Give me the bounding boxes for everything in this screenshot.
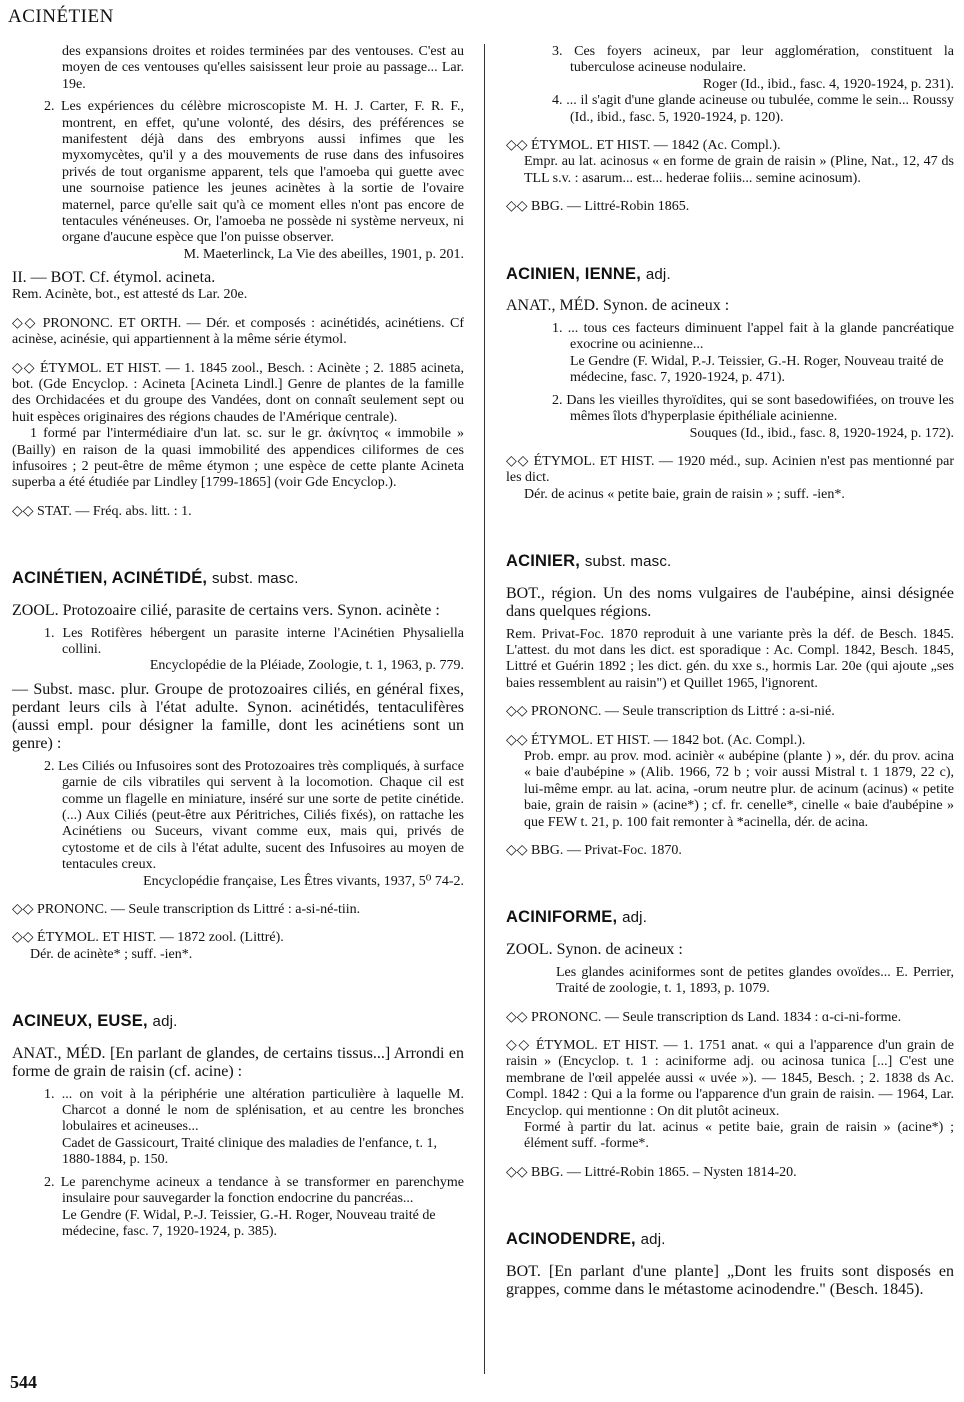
grammatical-category: adj. [640, 1231, 666, 1249]
acinete-example-2: 2. Les expériences du célèbre microscopiste M. H. J. Carter, F. R. F., montrent, en effet, qu'une volonté, des désirs, des préférences se manifestent déjà dans des embryons aussi infimes que les myxomycètes, qu'il y a des mouvements de ruse dans des infusoires privés de tout organisme apparent, tels que l'amoeba qui guette avec une sournoise patience les jeunes acinètes à la sortie de l'ovaire maternel, parce qu'elle sait qu'à ce moment elles n'ont pas encore de tentacules vénéneuses. Or, l'amoeba ne possède ni système nerveux, ni organe d'aucune espèce que l'on puisse observer. [44, 99, 464, 246]
acinetien-prononc: ◇◇ PRONONC. — Seule transcription ds Littré : a-si-né-tiin. [12, 902, 361, 918]
running-head: ACINÉTIEN [8, 6, 114, 27]
aciniforme-etymol-note: Formé à partir du lat. acinus « petite baie, grain de raisin » (acine*) ; élément suff. -forme*. [524, 1120, 954, 1152]
page-number: 544 [10, 1372, 37, 1392]
acinien-example-1: 1. ... tous ces facteurs diminuent l'appel fait à la glande pancréatique exocrine ou acinienne... [552, 321, 954, 353]
grammatical-category: subst. masc. [584, 553, 672, 571]
acinodendre-definition: BOT. [En parlant d'une plante] „Dont les fruits sont disposés en grappes, comme dans le métastome acinodendre." (Besch. 1845). [506, 1262, 954, 1298]
acinier-remark: Rem. Privat-Foc. 1870 reproduit à une variante près la déf. de Besch. 1845. L'attest. du mot dans les dict. est sporadique : Ac. Compl. 1842, Besch. 1845, Littré et Guérin 1892 ; les dict. gén. du xxe s., hormis Lar. 20e (qui ajoute „ses baies ressemblent au raisin") et Quillet 1965, l'ignorent. [506, 626, 954, 691]
right-column [506, 44, 954, 1299]
acineux-etymol: ◇◇ ÉTYMOL. ET HIST. — 1842 (Ac. Compl.). [506, 138, 781, 154]
acinete-remark: Rem. Acinète, bot., est attesté ds Lar. 20e. [12, 287, 248, 303]
acinetien-example-1-source: Encyclopédie de la Pléiade, Zoologie, t. 1, 1963, p. 779. [149, 658, 464, 674]
acinien-example-2: 2. Dans les vieilles thyroïdites, qui se sont basedowifiées, on trouve les mêmes îlots d'hyperplasie épithéliale acinienne. [552, 392, 954, 425]
acinien-definition: ANAT., MÉD. Synon. de acineux : [506, 297, 730, 315]
column-divider [484, 44, 485, 1374]
aciniforme-definition: ZOOL. Synon. de acineux : [506, 940, 683, 958]
aciniforme-prononc: ◇◇ PRONONC. — Seule transcription ds Land. 1834 : ɑ-ci-ni-forme. [506, 1009, 902, 1025]
headword: ACINIFORME, [506, 908, 618, 927]
acineux-example-3-source: Roger (Id., ibid., fasc. 4, 1920-1924, p. 231). [702, 76, 954, 92]
grammatical-category: adj. [152, 1013, 178, 1031]
acinien-etymol-note: Dér. de acinus « petite baie, grain de raisin » ; suff. -ien*. [524, 486, 845, 502]
aciniforme-etymol: ◇◇ ÉTYMOL. ET HIST. — 1. 1751 anat. « qui a l'apparence d'un grain de raisin » (Encyclop. t. 1 : aciniforme adj. ou acinosa tunica [...] C'est une membrane de l'œil appelée aussi « uvée »). — 1845, Besch. ; 2. 1838 ds Ac. Compl. 1842 : Qui a la forme ou l'apparence d'un grain de raisin. — 1964, Lar. Encyclop. qui mentionne : On dit plutôt acineux. [506, 1038, 954, 1119]
acinete-sense-bot: II. — BOT. Cf. étymol. acineta. [12, 269, 216, 287]
acinien-example-2-source: Souques (Id., ibid., fasc. 8, 1920-1924, p. 172). [689, 425, 954, 441]
acinetien-etymol-note: Dér. de acinète* ; suff. -ien*. [30, 946, 193, 962]
acinier-etymol: ◇◇ ÉTYMOL. ET HIST. — 1842 bot. (Ac. Compl.). [506, 732, 806, 748]
acineux-example-1-source: Cadet de Gassicourt, Traité clinique des maladies de l'enfance, t. 1, 1880-1884, p. 150. [62, 1135, 437, 1168]
acineux-example-1: 1. ... on voit à la périphérie une altération particulière à laquelle M. Charcot a donné le nom de splénisation, et au centre les bronches lobulaires et acineuses... [44, 1086, 464, 1135]
headword: ACINEUX, EUSE, [12, 1012, 148, 1031]
acinete-etymol-note: 1 formé par l'intermédiaire d'un lat. sc. sur le gr. ἀκίνητος « immobile » (Bailly) en raison de la quasi immobilité des appendices ciliformes de ces infusoires ; 2 peut-être de même étymon ; une espèce de cette plante Acineta superba a été étudiée par Lindley [1799-1865] (voir Gde Encyclop.). [12, 426, 464, 491]
headword: ACINIEN, IENNE, [506, 264, 642, 283]
acineux-definition: ANAT., MÉD. [En parlant de glandes, de certains tissus...] Arrondi en forme de grain de raisin (cf. acine) : [12, 1044, 464, 1080]
acineux-etymol-note: Empr. au lat. acinosus « en forme de grain de raisin » (Pline, Nat., 12, 47 ds TLL s.v. : asarum... est... hederae foliis... semine acinosum). [524, 154, 954, 186]
grammatical-category: adj. [645, 265, 671, 283]
acinier-definition: BOT., région. Un des noms vulgaires de l'aubépine, ainsi désignée dans quelques régions. [506, 584, 954, 620]
acinier-prononc: ◇◇ PRONONC. — Seule transcription ds Littré : a-si-nié. [506, 704, 835, 720]
acinetien-definition: ZOOL. Protozoaire cilié, parasite de certains vers. Synon. acinète : [12, 601, 440, 619]
acinete-etymol: ◇◇ ÉTYMOL. ET HIST. — 1. 1845 zool., Besch. : Acinète ; 2. 1885 acineta, bot. (Gde Encyclop. : Acineta [Acineta Lindl.] Genre de plantes de la famille des Orchidacées et du groupe des Vandées, dont on connaît seulement sept ou huit espèces originaires des régions chaudes de l'Amérique centrale). [12, 360, 464, 425]
acinien-example-1-source: Le Gendre (F. Widal, P.-J. Teissier, G.-H. Roger, Nouveau traité de médecine, fasc. 7, 1920-1924, p. 471). [570, 353, 944, 386]
headword: ACINÉTIEN, ACINÉTIDÉ, [12, 569, 208, 588]
acineux-example-4: 4. ... il s'agit d'une glande acineuse ou tubulée, comme le sein... Roussy (Id., ibid., fasc. 5, 1920-1924, p. 120). [552, 93, 954, 125]
acinetien-definition-plural: — Subst. masc. plur. Groupe de protozoaires ciliés, en général fixes, perdant leurs cils à l'état adulte. Synon. acinétidés, tentaculifères (aussi empl. pour désigner la famille, dont les acinétiens sont un genre) : [12, 680, 464, 752]
entry-title-acinien [506, 266, 954, 283]
headword: ACINODENDRE, [506, 1230, 636, 1249]
grammatical-category: subst. masc. [211, 570, 299, 588]
acinier-bbg: ◇◇ BBG. — Privat-Foc. 1870. [506, 843, 682, 858]
acinete-stat: ◇◇ STAT. — Fréq. abs. litt. : 1. [12, 503, 192, 519]
acinier-etymol-note: Prob. empr. au prov. mod. acinièr « aubépine (plante ) », dér. du prov. acina « baie d'aubépine » (Alib. 1966, 72 b ; voir aussi Mistral t. 1 1879, 22 c), lui-même empr. au lat. acina, -orum neutre plur. de acinum (acinus) « petite baie, grain de raisin » (acine*) ; cf. fr. cenelle*, cinelle « baie d'aubépine » que FEW t. 21, p. 100 fait remonter à *acinella, dér. de acina. [524, 748, 954, 830]
acinete-prononc: ◇◇ PRONONC. ET ORTH. — Dér. et composés : acinétidés, acinétiens. Cf acinèse, acinésie, qui appartiennent à la même série étymol. [12, 315, 464, 348]
acineux-bbg: ◇◇ BBG. — Littré-Robin 1865. [506, 199, 690, 215]
entry-title-acineux [12, 1013, 464, 1030]
acinetien-example-2: 2. Les Ciliés ou Infusoires sont des Protozoaires très compliqués, à surface garnie de cils vibratiles qui servent à la locomotion. Chaque cil est comme un flagelle en miniature, inséré sur une sorte de petite cinétide. (...) Aux Ciliés (peut-être aux Péritriches, Ciliés fixés), on rattache les Acinétiens ou Suceurs, vivant comme eux, mais qui, privés de cytostome et de cils à l'état adulte, sucent des Infusoires au moyen de tentacules creux. [44, 758, 464, 873]
acineux-example-2: 2. Le parenchyme acineux a tendance à se transformer en parenchyme insulaire pour sauvegarder la fonction endocrine du pancréas... [44, 1174, 464, 1207]
acinetien-etymol: ◇◇ ÉTYMOL. ET HIST. — 1872 zool. (Littré). [12, 930, 284, 946]
acineux-example-3: 3. Ces foyers acineux, par leur agglomération, constituent la tuberculose acineuse nodulaire. [552, 44, 954, 76]
entry-title-acinetien [12, 570, 464, 587]
acinien-etymol: ◇◇ ÉTYMOL. ET HIST. — 1920 méd., sup. Acinien n'est pas mentionné par les dict. [506, 453, 954, 486]
acinetien-example-1: 1. Les Rotifères hébergent un parasite interne l'Acinétien Physaliella collini. [44, 625, 464, 657]
left-column [12, 44, 464, 1240]
acinete-example-2-source: M. Maeterlinck, La Vie des abeilles, 1901, p. 201. [183, 246, 464, 262]
entry-title-acinodendre [506, 1231, 954, 1248]
acineux-example-2-source: Le Gendre (F. Widal, P.-J. Teissier, G.-H. Roger, Nouveau traité de médecine, fasc. 7, 1920-1924, p. 385). [62, 1207, 436, 1239]
headword: ACINIER, [506, 552, 581, 571]
entry-title-acinier [506, 553, 954, 570]
entry-title-aciniforme [506, 909, 954, 926]
acinetien-example-2-source: Encyclopédie française, Les Êtres vivants, 1937, 5⁰ 74-2. [143, 873, 464, 889]
aciniforme-bbg: ◇◇ BBG. — Littré-Robin 1865. – Nysten 1814-20. [506, 1164, 797, 1180]
aciniforme-example: Les glandes aciniformes sont de petites glandes ovoïdes... E. Perrier, Traité de zoologie, t. 1, 1893, p. 1079. [556, 964, 954, 997]
grammatical-category: adj. [622, 909, 648, 927]
acinete-quote-end: des expansions droites et roides terminées par des ventouses. C'est au moyen de ces ventouses qu'elles saisissent leur proie au passage... Lar. 19e. [62, 44, 464, 92]
